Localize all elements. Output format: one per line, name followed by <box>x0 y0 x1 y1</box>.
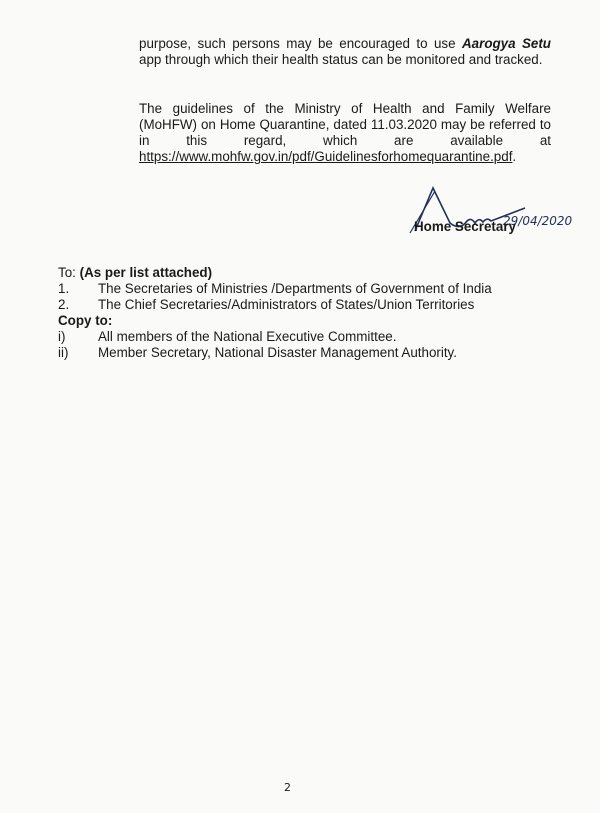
app-name: Aarogya Setu <box>461 36 551 51</box>
item-number: 2. <box>58 297 70 312</box>
paragraph-text: purpose, such persons may be encouraged to use <box>139 36 462 51</box>
designation: Home Secretary <box>414 219 516 234</box>
item-number: i) <box>58 329 66 344</box>
item-text: Member Secretary, National Disaster Management Authority. <box>98 345 457 360</box>
paragraph-text: app through which their health status can be monitored and tracked. <box>139 52 543 67</box>
page-number: 2 <box>284 781 291 794</box>
copy-item <box>58 329 492 345</box>
signature-date: 29/04/2020 <box>503 214 573 228</box>
paragraph-text: The guidelines of the Ministry of Health and Family Welfare (MoHFW) on Home Quarantine, dated 11.03.2020 may be referred to in this regard, which are available at <box>139 101 551 148</box>
recipients-block <box>58 265 492 361</box>
to-label: To: <box>58 265 76 280</box>
copy-to-label: Copy to: <box>58 313 113 328</box>
item-text: The Secretaries of Ministries /Departments of Government of India <box>98 281 492 296</box>
paragraph-aarogya-setu <box>139 36 551 68</box>
to-line <box>58 265 492 281</box>
recipient-item <box>58 281 492 297</box>
to-note: (As per list attached) <box>79 265 213 280</box>
paragraph-guidelines <box>139 101 551 165</box>
signature-icon <box>405 183 585 243</box>
item-text: All members of the National Executive Committee. <box>98 329 397 344</box>
item-text: The Chief Secretaries/Administrators of States/Union Territories <box>98 297 475 312</box>
item-number: 1. <box>58 281 70 296</box>
copy-item <box>58 345 492 361</box>
item-number: ii) <box>58 345 69 360</box>
guidelines-link[interactable]: https://www.mohfw.gov.in/pdf/Guidelinesforhomequarantine.pdf <box>139 149 513 164</box>
recipient-item <box>58 297 492 313</box>
paragraph-text: . <box>512 149 517 164</box>
